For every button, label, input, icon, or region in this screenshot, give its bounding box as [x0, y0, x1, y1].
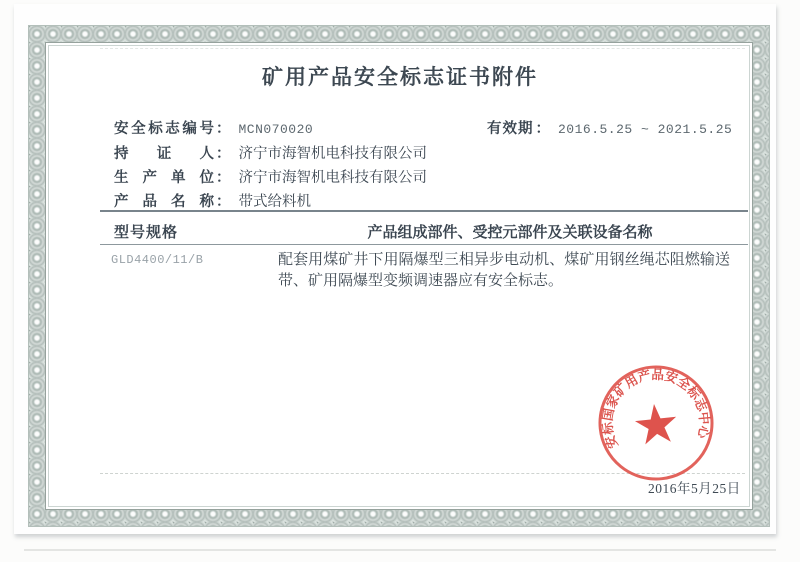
field-validity [487, 117, 732, 138]
field-manufacturer [114, 166, 427, 187]
holder-value: 济宁市海智机电科技有限公司 [238, 146, 427, 162]
product-name-value: 带式给料机 [238, 194, 311, 210]
scanner-edge-line [24, 549, 776, 551]
table-header-rule [100, 244, 748, 245]
validity-value: 2016.5.25 ~ 2021.5.25 [558, 122, 733, 137]
table-header-components: 产品组成部件、受控元部件及关联设备名称 [367, 225, 653, 241]
holder-label: 持证人 [114, 146, 214, 162]
seal-graphic [590, 357, 722, 489]
product-name-label: 产品名称 [114, 194, 214, 210]
table-header-model: 型号规格 [114, 225, 179, 241]
manufacturer-value: 济宁市海智机电科技有限公司 [238, 170, 427, 186]
certificate-title: 矿用产品安全标志证书附件 [262, 65, 538, 89]
table-cell-components: 配套用煤矿井下用隔爆型三相异步电动机、煤矿用钢丝绳芯阻燃输送带、矿用隔爆型变频调速器应有安全标志。 [278, 252, 730, 289]
colon: ： [535, 121, 550, 137]
seal-ring-text: 安标国家矿用产品安全标志中心 [599, 366, 713, 451]
mark-number-value: MCN070020 [238, 122, 314, 137]
faint-dashed-line-top [100, 48, 745, 49]
colon: ： [216, 170, 231, 186]
validity-label: 有效期 [487, 121, 534, 137]
seal-star-icon: ★ [628, 390, 684, 459]
colon: ： [216, 194, 231, 210]
colon: ： [216, 121, 231, 137]
table-cell-model: GLD4400/11/B [111, 253, 204, 267]
field-mark-number [114, 117, 313, 138]
field-product-name [114, 190, 311, 211]
colon: ： [216, 146, 231, 162]
issue-date: 2016年5月25日 [648, 481, 741, 496]
table-top-rule [100, 210, 748, 212]
official-seal [590, 357, 722, 489]
field-holder [114, 142, 427, 163]
mark-number-label: 安全标志编号 [114, 121, 214, 137]
manufacturer-label: 生产单位 [114, 170, 214, 186]
